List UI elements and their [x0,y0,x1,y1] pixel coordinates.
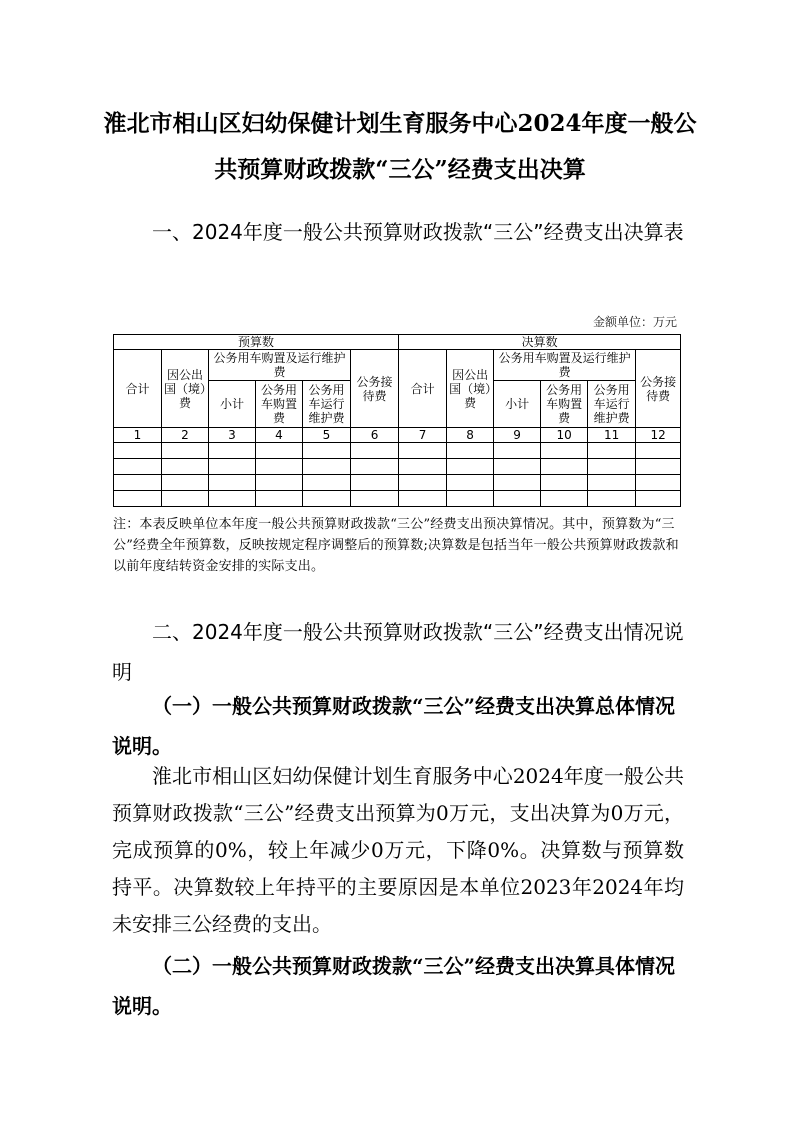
final-group-header: 决算数 [399,335,681,350]
header-reception: 公务接待费 [351,350,399,428]
table-cell [114,491,162,507]
table-cell [256,491,303,507]
column-number: 11 [588,428,636,443]
table-cell [541,491,588,507]
column-number: 10 [541,428,588,443]
header-total: 合计 [114,350,162,428]
column-number: 7 [399,428,447,443]
header-vehicle-group: 公务用车购置及运行维护费 [494,350,636,381]
table-cell [588,443,636,459]
table-cell [162,459,209,475]
table-cell [114,475,162,491]
header-operation: 公务用车运行维护费 [303,381,351,428]
budget-group-header: 预算数 [114,335,399,350]
section1-heading: 一、2024年度一般公共预算财政拨款“三公”经费支出决算表 [152,220,684,244]
table-cell [541,475,588,491]
table-cell [209,459,256,475]
table-cell [588,491,636,507]
subsection1-heading: （一）一般公共预算财政拨款“三公”经费支出决算总体情况说明。 [112,694,676,758]
table-cell [162,443,209,459]
table-cell [303,443,351,459]
table-cell [303,459,351,475]
table-cell [494,491,541,507]
column-number: 12 [636,428,681,443]
subsection2-heading: （二）一般公共预算财政拨款“三公”经费支出决算具体情况说明。 [112,954,676,1018]
section2-heading: 二、2024年度一般公共预算财政拨款“三公”经费支出情况说明 [112,620,684,684]
table-cell [114,443,162,459]
table-note: 注：本表反映单位本年度一般公共预算财政拨款“三公”经费支出预决算情况。其中，预算数为“三公”经费全年预算数，反映按规定程序调整后的预算数;决算数是包括当年一般公共预算财政拨款和以前年度结转资金安排的实际支出。 [113,517,679,574]
table-cell [588,475,636,491]
column-number: 4 [256,428,303,443]
table-cell [351,491,399,507]
header-total: 合计 [399,350,447,428]
unit-label: 金额单位：万元 [592,315,677,329]
header-reception: 公务接待费 [636,350,681,428]
header-subtotal: 小计 [494,381,541,428]
column-number: 3 [209,428,256,443]
table-cell [541,443,588,459]
table-cell [399,475,447,491]
column-number: 6 [351,428,399,443]
table-cell [636,491,681,507]
table-cell [256,475,303,491]
table-cell [114,459,162,475]
table-cell [447,491,494,507]
column-number: 8 [447,428,494,443]
three-public-expenses-table [113,334,681,507]
table-cell [588,459,636,475]
table-cell [447,475,494,491]
header-purchase: 公务用车购置费 [541,381,588,428]
header-abroad: 因公出国（境）费 [162,350,209,428]
header-purchase: 公务用车购置费 [256,381,303,428]
table-cell [256,443,303,459]
table-cell [209,475,256,491]
subsection1-body: 淮北市相山区妇幼保健计划生育服务中心2024年度一般公共预算财政拨款“三公”经费支出预算为0万元，支出决算为0万元，完成预算的0%，较上年减少0万元，下降0%。决算数与预算数持平。决算数较上年持平的主要原因是本单位2023年2024年均未安排三公经费的支出。 [112,764,684,936]
document-title: 淮北市相山区妇幼保健计划生育服务中心2024年度一般公共预算财政拨款“三公”经费支出决算 [103,110,697,183]
header-operation: 公务用车运行维护费 [588,381,636,428]
table-cell [399,491,447,507]
table-row [114,459,681,475]
table-cell [351,475,399,491]
header-subtotal: 小计 [209,381,256,428]
table-cell [351,459,399,475]
table-cell [399,443,447,459]
column-number: 2 [162,428,209,443]
table-cell [447,459,494,475]
table-cell [494,459,541,475]
table-cell [162,491,209,507]
column-number: 1 [114,428,162,443]
table-cell [351,443,399,459]
table-row [114,443,681,459]
column-number: 5 [303,428,351,443]
table-cell [303,491,351,507]
header-vehicle-group: 公务用车购置及运行维护费 [209,350,351,381]
table-cell [636,443,681,459]
table-cell [162,475,209,491]
table-cell [399,459,447,475]
column-number: 9 [494,428,541,443]
header-abroad: 因公出国（境）费 [447,350,494,428]
table-cell [494,475,541,491]
table-cell [209,491,256,507]
table-cell [636,475,681,491]
table-cell [494,443,541,459]
table-cell [636,459,681,475]
table-cell [303,475,351,491]
table-cell [209,443,256,459]
table-cell [447,443,494,459]
table-cell [541,459,588,475]
table-row [114,491,681,507]
table-row [114,475,681,491]
table-cell [256,459,303,475]
